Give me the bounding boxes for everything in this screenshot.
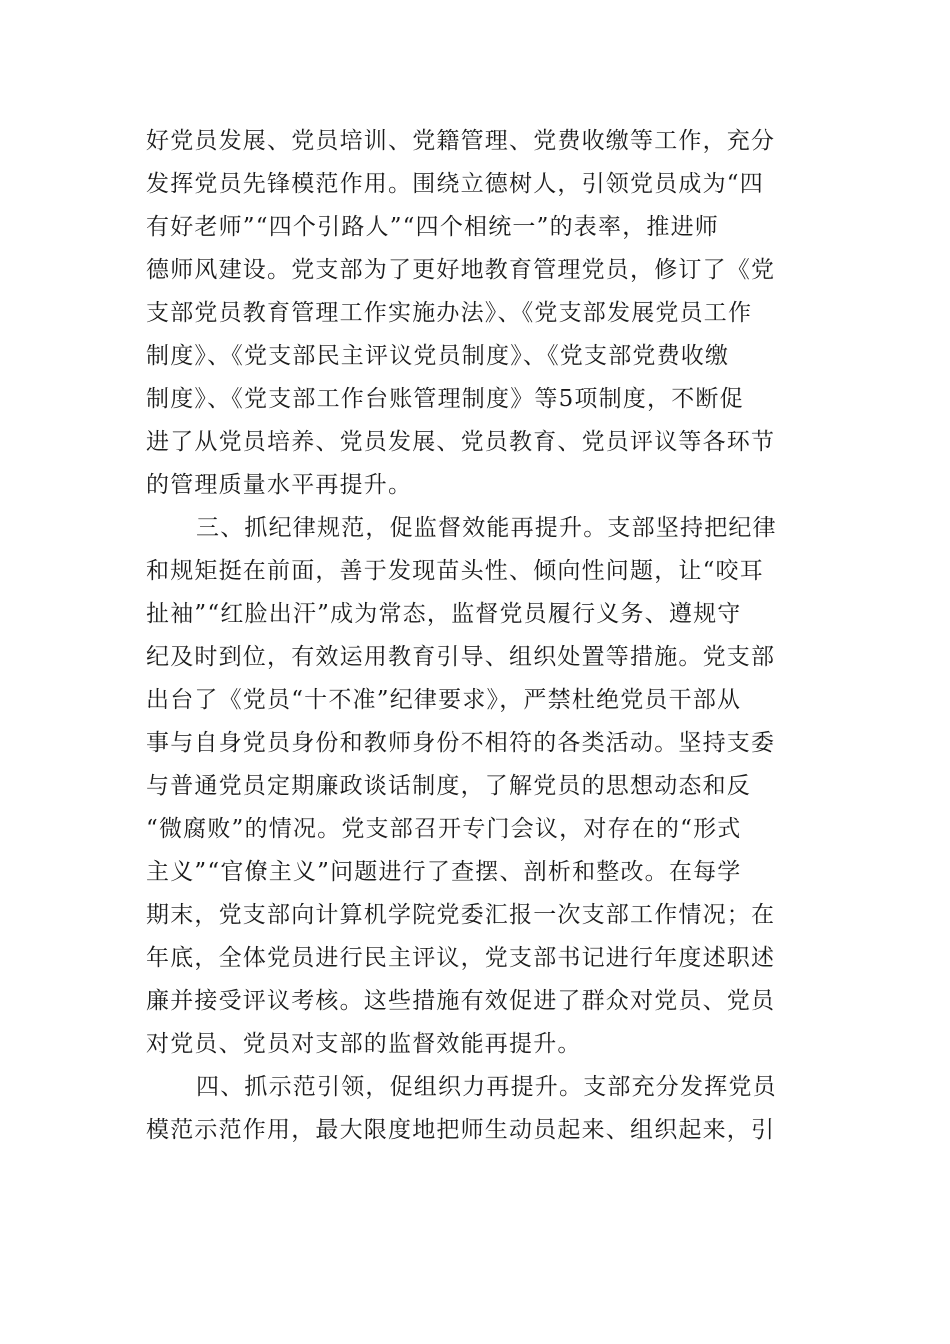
text-line: 与普通党员定期廉政谈话制度，了解党员的思想动态和反 xyxy=(146,773,751,799)
body-text xyxy=(146,120,808,1152)
text-line: “微腐败”的情况。党支部召开专门会议，对存在的“形式 xyxy=(146,816,742,842)
section-heading-line: 四、抓示范引领，促组织力再提升。支部充分发挥党员 xyxy=(196,1074,777,1100)
text-line: 纪及时到位，有效运用教育引导、组织处置等措施。党支部 xyxy=(146,644,776,670)
text-line: 出台了《党员“十不准”纪律要求》，严禁杜绝党员干部从 xyxy=(146,687,742,713)
text-line: 好党员发展、党员培训、党籍管理、党费收缴等工作，充分 xyxy=(146,128,776,154)
text-line: 模范示范作用，最大限度地把师生动员起来、组织起来，引 xyxy=(146,1117,776,1143)
text-line: 事与自身党员身份和教师身份不相符的各类活动。坚持支委 xyxy=(146,730,776,756)
text-line: 制度》、《党支部民主评议党员制度》、《党支部党费收缴 xyxy=(146,343,730,369)
text-line: 发挥党员先锋模范作用。围绕立德树人，引领党员成为“四 xyxy=(146,171,764,197)
text-line: 制度》、《党支部工作台账管理制度》等5项制度，不断促 xyxy=(146,386,744,412)
section-heading-line: 三、抓纪律规范，促监督效能再提升。支部坚持把纪律 xyxy=(196,515,777,541)
text-line: 扯袖”“红脸出汗”成为常态，监督党员履行义务、遵规守 xyxy=(146,601,742,627)
text-line: 支部党员教育管理工作实施办法》、《党支部发展党员工作 xyxy=(146,300,753,326)
text-line: 主义”“官僚主义”问题进行了查摆、剖析和整改。在每学 xyxy=(146,859,742,885)
text-line: 有好老师”“四个引路人”“四个相统一”的表率，推进师 xyxy=(146,214,719,240)
text-line: 对党员、党员对支部的监督效能再提升。 xyxy=(146,1031,582,1057)
text-line: 的管理质量水平再提升。 xyxy=(146,472,413,498)
text-line: 进了从党员培养、党员发展、党员教育、党员评议等各环节 xyxy=(146,429,776,455)
text-line: 和规矩挺在前面，善于发现苗头性、倾向性问题，让“咬耳 xyxy=(146,558,764,584)
text-line: 年底，全体党员进行民主评议，党支部书记进行年度述职述 xyxy=(146,945,776,971)
text-line: 期末，党支部向计算机学院党委汇报一次支部工作情况；在 xyxy=(146,902,776,928)
text-line: 廉并接受评议考核。这些措施有效促进了群众对党员、党员 xyxy=(146,988,776,1014)
text-line: 德师风建设。党支部为了更好地教育管理党员，修订了《党 xyxy=(146,257,776,283)
